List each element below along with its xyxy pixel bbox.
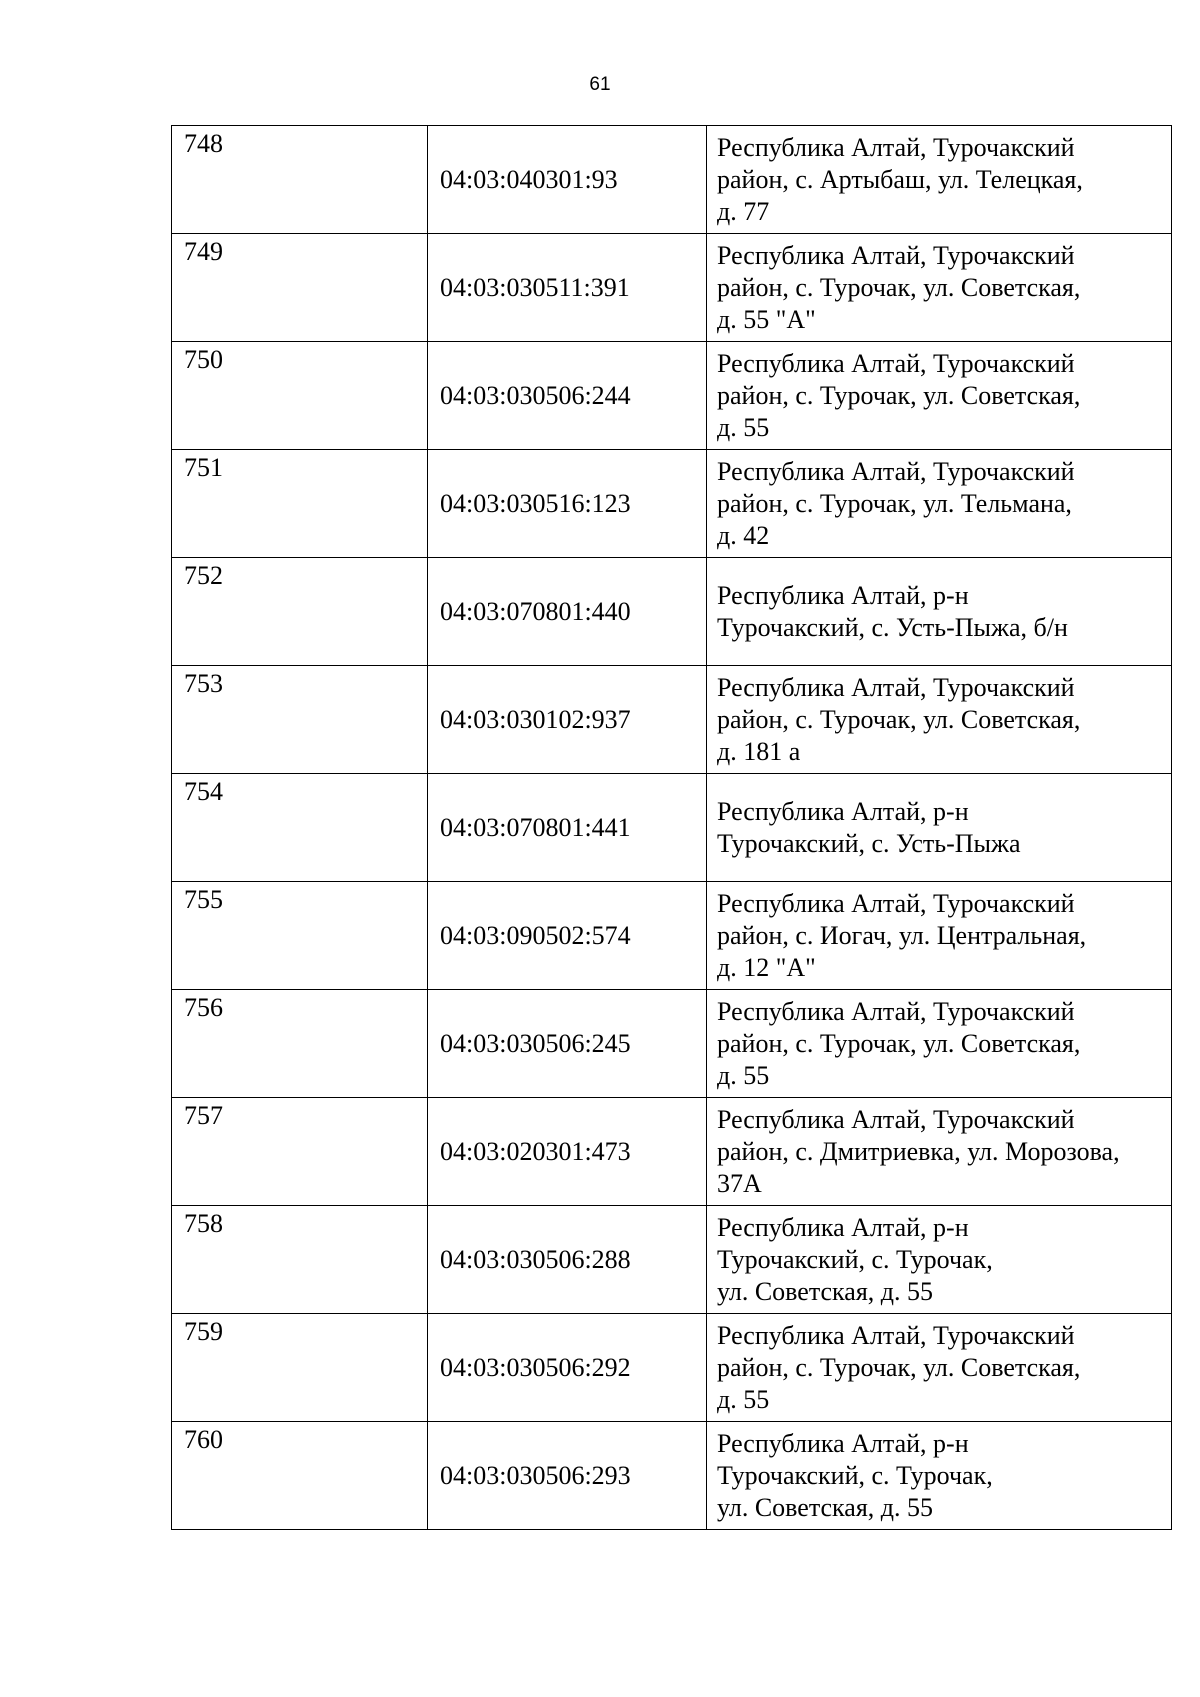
- row-number-cell: [172, 1206, 428, 1314]
- address-cell: [707, 234, 1172, 342]
- address-line: район, с. Турочак, ул. Тельмана,: [717, 488, 1072, 518]
- row-number-cell: [172, 666, 428, 774]
- address-line: Республика Алтай, Турочакский: [717, 672, 1075, 702]
- address-line: д. 55: [717, 1384, 770, 1414]
- table-row: [172, 1206, 1172, 1314]
- address-line: Турочакский, с. Турочак,: [717, 1460, 993, 1490]
- table-row: [172, 126, 1172, 234]
- address-line: Республика Алтай, Турочакский: [717, 1104, 1075, 1134]
- address-cell: [707, 1098, 1172, 1206]
- row-number: 756: [184, 993, 223, 1022]
- row-number: 754: [184, 777, 223, 806]
- address-line: д. 55: [717, 1060, 770, 1090]
- row-number: 757: [184, 1101, 223, 1130]
- table-row: [172, 666, 1172, 774]
- address-line: Турочакский, с. Усть-Пыжа: [717, 828, 1021, 858]
- address-line: Республика Алтай, Турочакский: [717, 888, 1075, 918]
- address-line: д. 55: [717, 412, 770, 442]
- address-line: д. 12 "А": [717, 952, 816, 982]
- address-cell: [707, 990, 1172, 1098]
- page-number: 61: [589, 74, 611, 95]
- cadastral-number: 04:03:030506:292: [428, 1314, 707, 1422]
- cadastral-number: 04:03:090502:574: [428, 882, 707, 990]
- address-line: Республика Алтай, Турочакский: [717, 1320, 1075, 1350]
- address-cell: [707, 126, 1172, 234]
- row-number-cell: [172, 1314, 428, 1422]
- address-line: ул. Советская, д. 55: [717, 1276, 934, 1306]
- address-line: район, с. Турочак, ул. Советская,: [717, 1352, 1081, 1382]
- address-line: район, с. Иогач, ул. Центральная,: [717, 920, 1087, 950]
- table-row: [172, 1098, 1172, 1206]
- address-line: 37А: [717, 1168, 762, 1198]
- row-number-cell: [172, 1422, 428, 1530]
- table-row: [172, 1422, 1172, 1530]
- table-row: [172, 558, 1172, 666]
- row-number: 752: [184, 561, 223, 590]
- row-number-cell: [172, 990, 428, 1098]
- row-number-cell: [172, 126, 428, 234]
- address-cell: [707, 1206, 1172, 1314]
- registry-table: [171, 125, 1172, 1530]
- row-number: 755: [184, 885, 223, 914]
- cadastral-number: 04:03:070801:441: [428, 774, 707, 882]
- address-cell: [707, 1314, 1172, 1422]
- row-number-cell: [172, 558, 428, 666]
- cadastral-number: 04:03:030516:123: [428, 450, 707, 558]
- address-line: район, с. Турочак, ул. Советская,: [717, 704, 1081, 734]
- row-number-cell: [172, 450, 428, 558]
- address-cell: [707, 882, 1172, 990]
- address-line: д. 77: [717, 196, 770, 226]
- address-line: район, с. Артыбаш, ул. Телецкая,: [717, 164, 1083, 194]
- row-number: 758: [184, 1209, 223, 1238]
- cadastral-number: 04:03:030506:245: [428, 990, 707, 1098]
- address-line: Республика Алтай, Турочакский: [717, 996, 1075, 1026]
- table-row: [172, 774, 1172, 882]
- address-line: Республика Алтай, р-н: [717, 1428, 969, 1458]
- row-number: 759: [184, 1317, 223, 1346]
- address-line: Республика Алтай, Турочакский: [717, 456, 1075, 486]
- address-line: д. 42: [717, 520, 770, 550]
- cadastral-number: 04:03:030102:937: [428, 666, 707, 774]
- address-cell: [707, 558, 1172, 666]
- row-number-cell: [172, 342, 428, 450]
- row-number: 748: [184, 129, 223, 158]
- cadastral-number: 04:03:040301:93: [428, 126, 707, 234]
- address-cell: [707, 666, 1172, 774]
- address-line: район, с. Дмитриевка, ул. Морозова,: [717, 1136, 1120, 1166]
- address-line: д. 181 а: [717, 736, 801, 766]
- table-row: [172, 234, 1172, 342]
- address-line: д. 55 "А": [717, 304, 816, 334]
- address-line: Республика Алтай, р-н: [717, 796, 969, 826]
- row-number-cell: [172, 1098, 428, 1206]
- row-number-cell: [172, 234, 428, 342]
- address-line: район, с. Турочак, ул. Советская,: [717, 380, 1081, 410]
- address-line: Республика Алтай, Турочакский: [717, 348, 1075, 378]
- address-cell: [707, 774, 1172, 882]
- address-line: район, с. Турочак, ул. Советская,: [717, 1028, 1081, 1058]
- registry-table-body: [172, 126, 1172, 1530]
- row-number: 753: [184, 669, 223, 698]
- address-line: Республика Алтай, р-н: [717, 1212, 969, 1242]
- address-line: Турочакский, с. Турочак,: [717, 1244, 993, 1274]
- address-line: ул. Советская, д. 55: [717, 1492, 934, 1522]
- row-number-cell: [172, 774, 428, 882]
- table-row: [172, 882, 1172, 990]
- row-number: 760: [184, 1425, 223, 1454]
- address-line: Турочакский, с. Усть-Пыжа, б/н: [717, 612, 1068, 642]
- table-row: [172, 1314, 1172, 1422]
- address-cell: [707, 1422, 1172, 1530]
- table-row: [172, 342, 1172, 450]
- table-row: [172, 990, 1172, 1098]
- address-line: Республика Алтай, Турочакский: [717, 240, 1075, 270]
- cadastral-number: 04:03:020301:473: [428, 1098, 707, 1206]
- address-cell: [707, 342, 1172, 450]
- cadastral-number: 04:03:030511:391: [428, 234, 707, 342]
- row-number-cell: [172, 882, 428, 990]
- cadastral-number: 04:03:030506:244: [428, 342, 707, 450]
- cadastral-number: 04:03:070801:440: [428, 558, 707, 666]
- address-line: Республика Алтай, Турочакский: [717, 132, 1075, 162]
- cadastral-number: 04:03:030506:288: [428, 1206, 707, 1314]
- row-number: 750: [184, 345, 223, 374]
- table-row: [172, 450, 1172, 558]
- cadastral-number: 04:03:030506:293: [428, 1422, 707, 1530]
- row-number: 749: [184, 237, 223, 266]
- row-number: 751: [184, 453, 223, 482]
- address-line: район, с. Турочак, ул. Советская,: [717, 272, 1081, 302]
- address-cell: [707, 450, 1172, 558]
- address-line: Республика Алтай, р-н: [717, 580, 969, 610]
